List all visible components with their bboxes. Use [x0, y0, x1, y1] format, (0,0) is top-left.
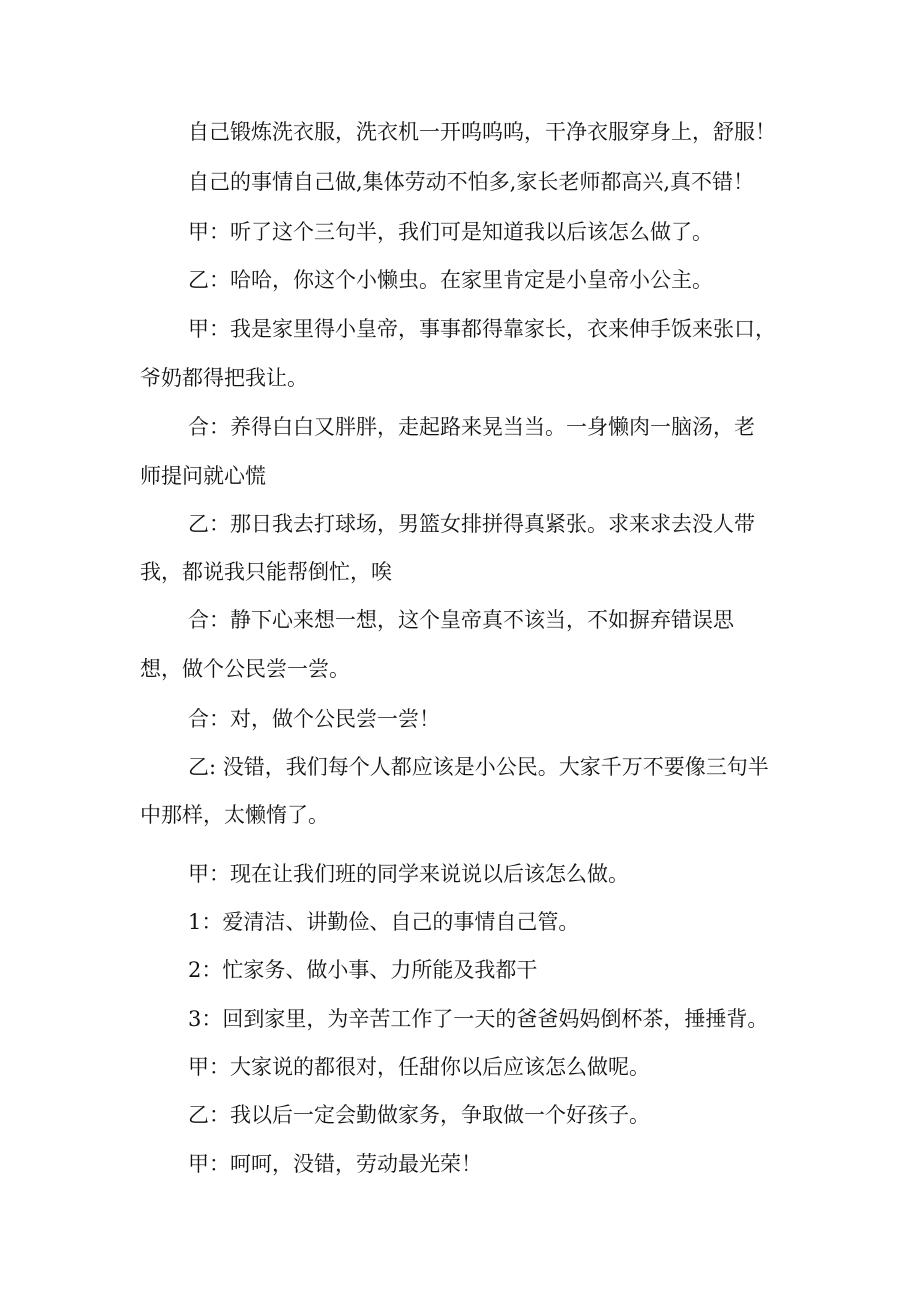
dialogue-line: 3：回到家里，为辛苦工作了一天的爸爸妈妈倒杯茶，捶捶背。	[188, 1007, 769, 1031]
dialogue-line-continued: 中那样，太懒惰了。	[140, 803, 329, 827]
dialogue-line: 乙：我以后一定会勤做家务，争取做一个好孩子。	[188, 1103, 650, 1127]
dialogue-line: 2：忙家务、做小事、力所能及我都干	[188, 958, 538, 982]
dialogue-line-continued: 爷奶都得把我让。	[140, 366, 308, 390]
dialogue-line: 合：养得白白又胖胖，走起路来晃当当。一身懒肉一脑汤，老	[188, 415, 755, 439]
dialogue-line: 1：爱清洁、讲勤俭、自己的事情自己管。	[188, 910, 580, 934]
dialogue-line: 乙：哈哈，你这个小懒虫。在家里肯定是小皇帝小公主。	[188, 268, 713, 292]
dialogue-line: 乙：那日我去打球场，男篮女排拼得真紧张。求来求去没人带	[188, 512, 755, 536]
dialogue-line: 甲：现在让我们班的同学来说说以后该怎么做。	[188, 862, 629, 886]
dialogue-line-continued: 我，都说我只能帮倒忙，唉	[140, 560, 392, 584]
dialogue-line: 甲：我是家里得小皇帝，事事都得靠家长，衣来伸手饭来张口，	[188, 317, 776, 341]
dialogue-line-continued: 想，做个公民尝一尝。	[140, 657, 350, 681]
dialogue-line: 合：静下心来想一想，这个皇帝真不该当，不如摒弃错误思	[188, 608, 734, 632]
dialogue-line: 甲：呵呵，没错，劳动最光荣！	[188, 1152, 482, 1176]
dialogue-line: 乙: 没错，我们每个人都应该是小公民。大家千万不要像三句半	[188, 755, 769, 779]
text-line: 自己锻炼洗衣服，洗衣机一开呜呜呜，干净衣服穿身上，舒服！	[188, 120, 776, 144]
text-line: 自己的事情自己做,集体劳动不怕多,家长老师都高兴,真不错！	[188, 170, 755, 194]
dialogue-line: 甲：大家说的都很对，任甜你以后应该怎么做呢。	[188, 1055, 650, 1079]
dialogue-line: 合：对，做个公民尝一尝！	[188, 707, 440, 731]
dialogue-line: 甲：听了这个三句半，我们可是知道我以后该怎么做了。	[188, 220, 713, 244]
dialogue-line-continued: 师提问就心慌	[140, 464, 266, 488]
